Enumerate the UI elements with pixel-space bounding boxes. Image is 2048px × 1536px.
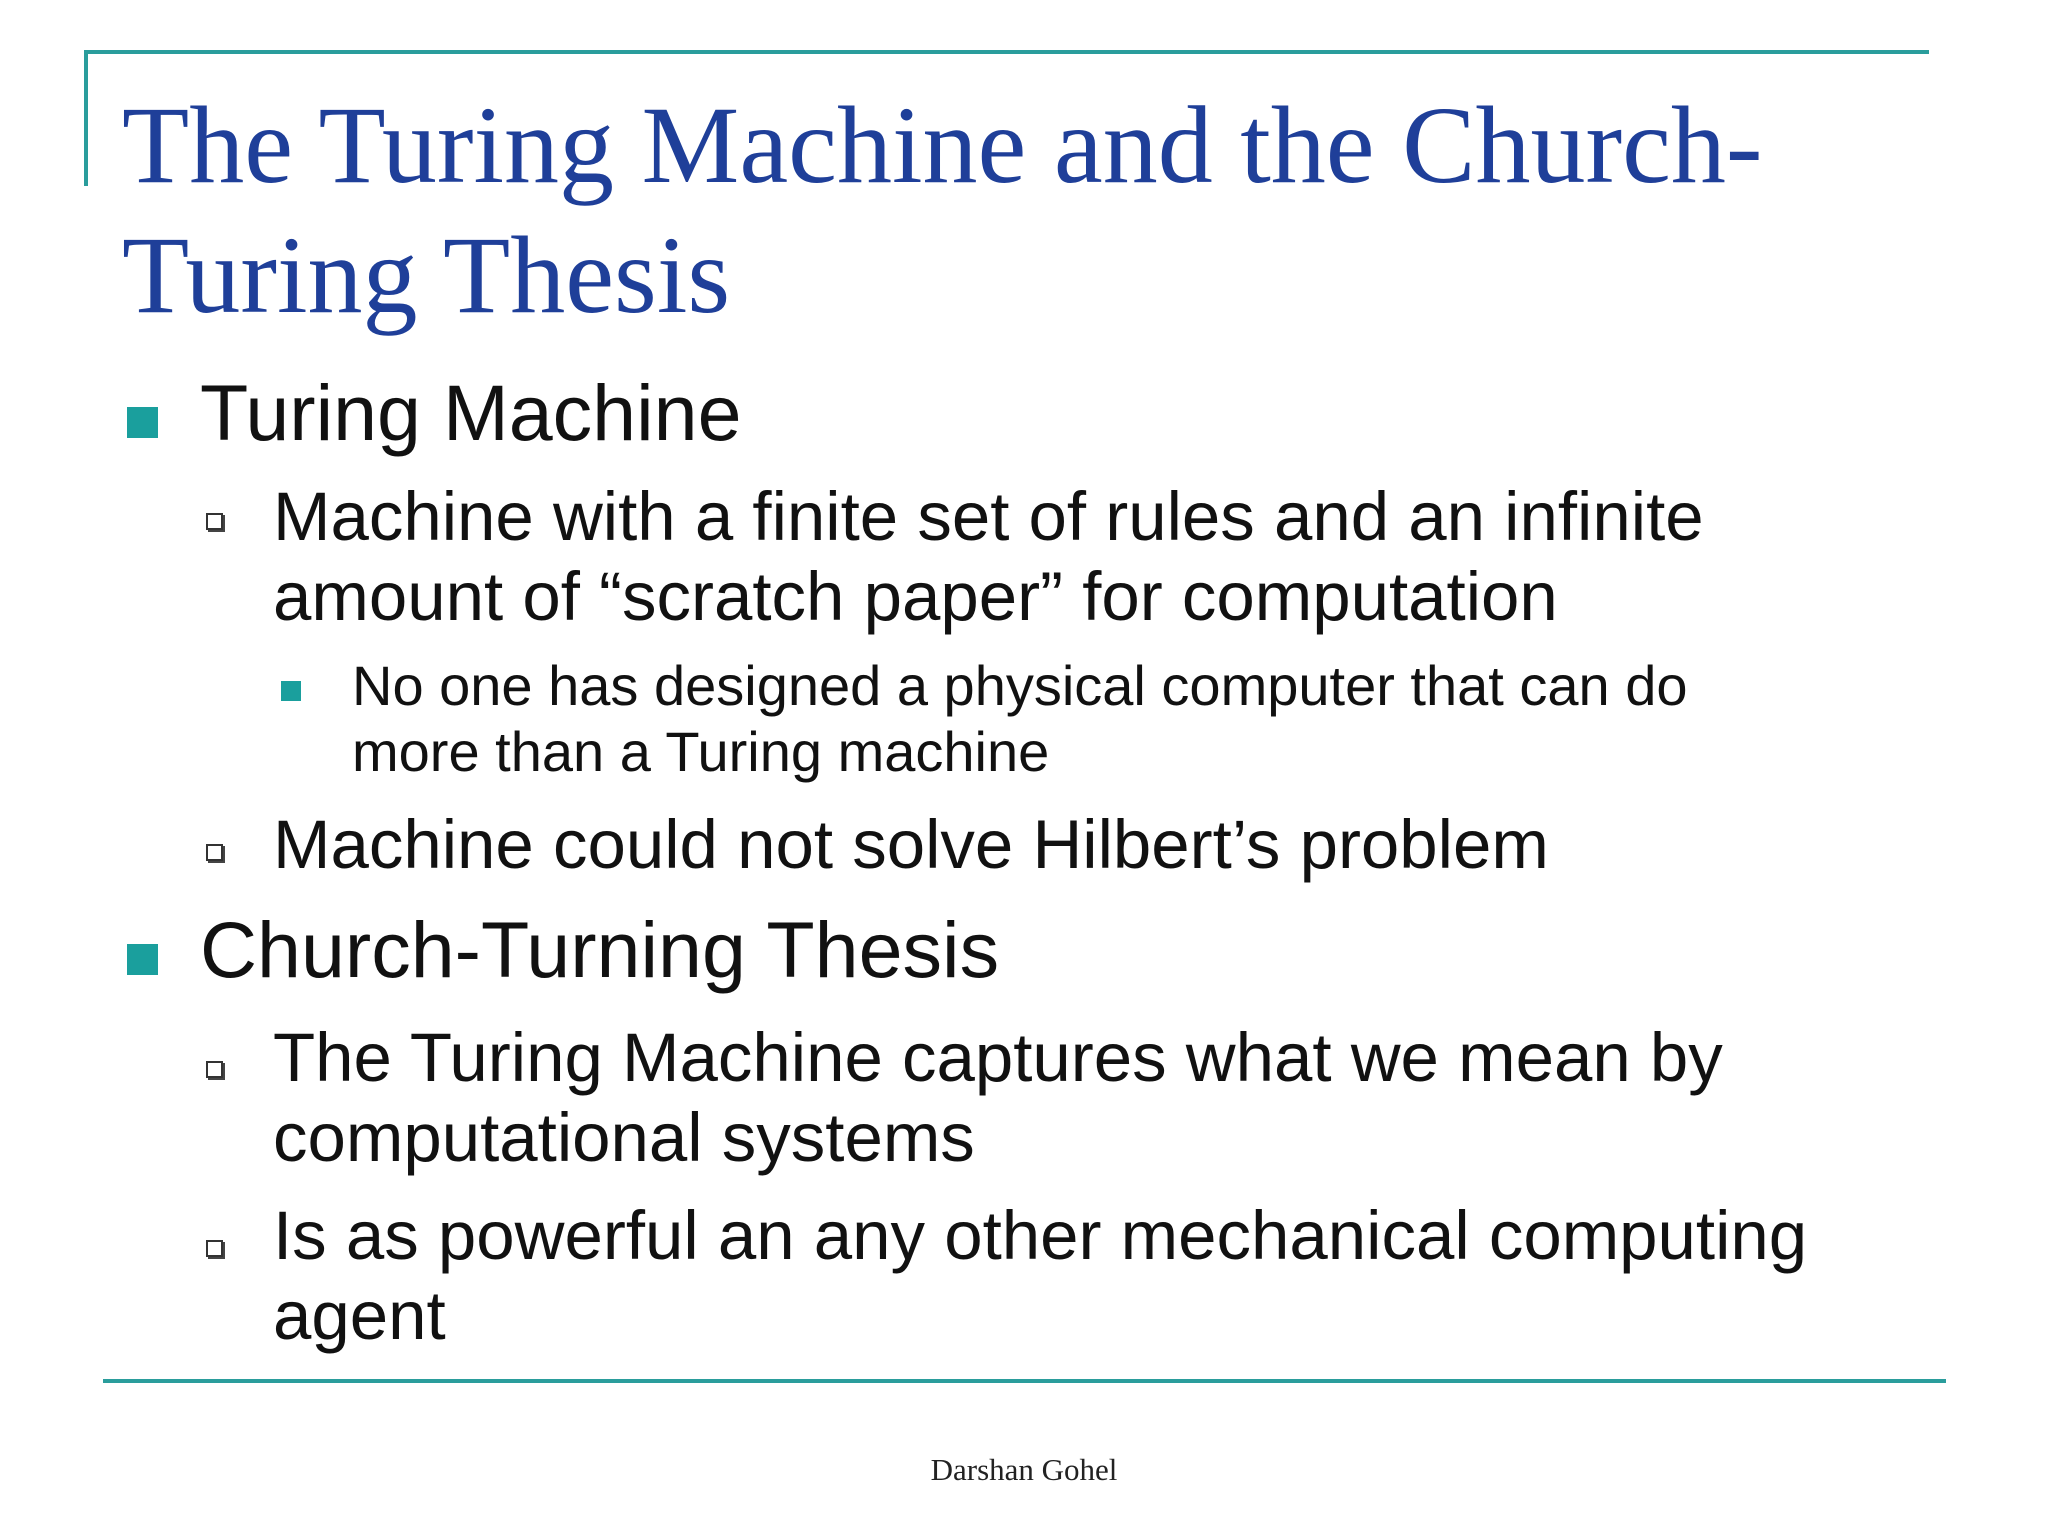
bullet-text: Machine could not solve Hilbert’s problem [273, 806, 1549, 883]
slide-title [122, 80, 1862, 340]
teal-square-bullet-icon [281, 681, 301, 701]
bullet-text-line: The Turing Machine captures what we mean by [273, 1019, 1723, 1096]
hollow-square-bullet-icon [206, 844, 223, 861]
bullet-text: Turing Machine [200, 368, 742, 457]
title-line: The Turing Machine and the Church- [122, 84, 1763, 206]
bullet-text-line: Machine with a finite set of rules and an infinite [273, 478, 1704, 555]
title-line: Turing Thesis [122, 214, 731, 336]
bullet-turing-machine [200, 365, 1920, 460]
bullet-text-line: agent [273, 1277, 446, 1354]
hollow-square-bullet-icon [206, 513, 223, 530]
bullet-mechanical-agent [273, 1196, 1963, 1356]
bullet-church-turing-thesis [200, 902, 1920, 997]
bullet-computational-systems [273, 1018, 1963, 1178]
hollow-square-bullet-icon [206, 1061, 223, 1078]
teal-square-bullet-icon [127, 407, 158, 438]
bullet-text-line: Is as powerful an any other mechanical computing [273, 1197, 1808, 1274]
hollow-square-bullet-icon [206, 1240, 223, 1257]
bullet-hilbert-problem [273, 805, 1963, 885]
bullet-text-line: more than a Turing machine [352, 720, 1050, 783]
bullet-finite-rules [273, 477, 1963, 637]
bullet-text-line: amount of “scratch paper” for computation [273, 558, 1558, 635]
top-rule [84, 50, 1929, 54]
bullet-text-line: computational systems [273, 1099, 975, 1176]
bullet-physical-computer [352, 653, 1972, 785]
bullet-text-line: No one has designed a physical computer that can do [352, 654, 1688, 717]
bullet-text: Church-Turning Thesis [200, 905, 1000, 994]
teal-square-bullet-icon [127, 944, 158, 975]
left-rule [84, 50, 88, 186]
bottom-rule [103, 1379, 1946, 1383]
slide-footer: Darshan Gohel [930, 1452, 1118, 1487]
